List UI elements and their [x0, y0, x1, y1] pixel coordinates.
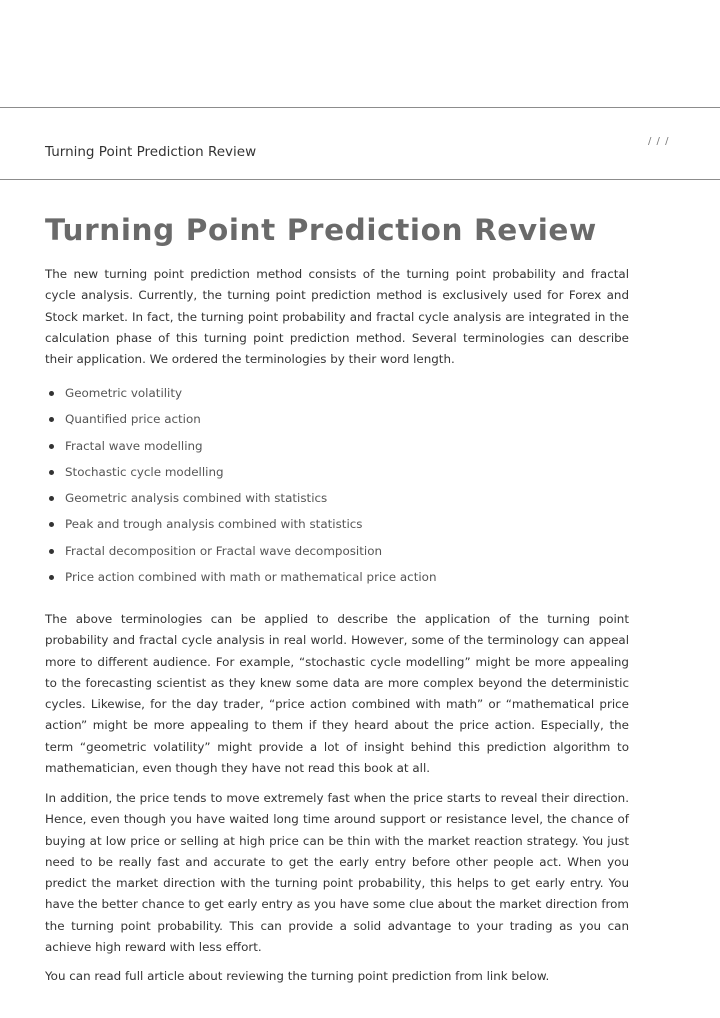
bullet-icon	[49, 522, 54, 527]
bullet-icon	[49, 549, 54, 554]
header-top-divider	[0, 107, 720, 108]
list-item	[45, 409, 437, 435]
header-title: Turning Point Prediction Review	[45, 144, 257, 160]
terminology-list	[45, 383, 437, 593]
list-item	[45, 436, 437, 462]
list-item	[45, 462, 437, 488]
list-item	[45, 567, 437, 593]
list-item-label: Fractal wave modelling	[65, 438, 203, 453]
list-item-label: Geometric analysis combined with statistics	[65, 491, 328, 506]
header-bottom-divider	[0, 179, 720, 180]
page-title: Turning Point Prediction Review	[45, 213, 597, 247]
early-entry-paragraph: In addition, the price tends to move extremely fast when the price starts to reveal their direction. Hence, even though you have waited long time around support or resistance level, the chance of buying at low price or selling at high price can be thin with the market reaction strategy. You just need to be really fast and accurate to get the early entry before other people act. When you predict the market direction with the turning point probability, this helps to get early entry. You have the better chance to get early entry as you have some clue about the market direction from the turning point probability. This can provide a solid advantage to your trading as you can achieve high reward with less effort.	[45, 791, 629, 955]
read-more-paragraph: You can read full article about reviewing the turning point prediction from link below.	[45, 969, 550, 983]
page-mark: / / /	[648, 136, 670, 147]
list-item	[45, 383, 437, 409]
bullet-icon	[49, 391, 54, 396]
bullet-icon	[49, 417, 54, 422]
list-item-label: Price action combined with math or mathematical price action	[65, 570, 437, 585]
list-item-label: Fractal decomposition or Fractal wave decomposition	[65, 543, 383, 558]
list-item	[45, 488, 437, 514]
list-item-label: Peak and trough analysis combined with statistics	[65, 517, 363, 532]
bullet-icon	[49, 470, 54, 475]
list-item-label: Quantified price action	[65, 412, 201, 427]
terminology-paragraph: The above terminologies can be applied to describe the application of the turning point probability and fractal cycle analysis in real world. However, some of the terminology can appeal more to different audience. For example, “stochastic cycle modelling” might be more appealing to the forecasting scientist as they knew some data are more complex beyond the deterministic cycles. Likewise, for the day trader, “price action combined with math” or “mathematical price action” might be more appealing to them if they heard about the price action. Especially, the term “geometric volatility” might provide a lot of insight behind this prediction algorithm to mathematician, even though they have not read this book at all.	[45, 612, 629, 776]
bullet-icon	[49, 575, 54, 580]
list-item	[45, 514, 437, 540]
bullet-icon	[49, 496, 54, 501]
intro-paragraph: The new turning point prediction method consists of the turning point probability and fractal cycle analysis. Currently, the turning point prediction method is exclusively used for Forex and Stock market. In fact, the turning point probability and fractal cycle analysis are integrated in the calculation phase of this turning point prediction method. Several terminologies can describe their application. We ordered the terminologies by their word length.	[45, 267, 629, 367]
list-item-label: Stochastic cycle modelling	[65, 464, 224, 479]
list-item-label: Geometric volatility	[65, 386, 183, 400]
bullet-icon	[49, 444, 54, 449]
list-item	[45, 541, 437, 567]
